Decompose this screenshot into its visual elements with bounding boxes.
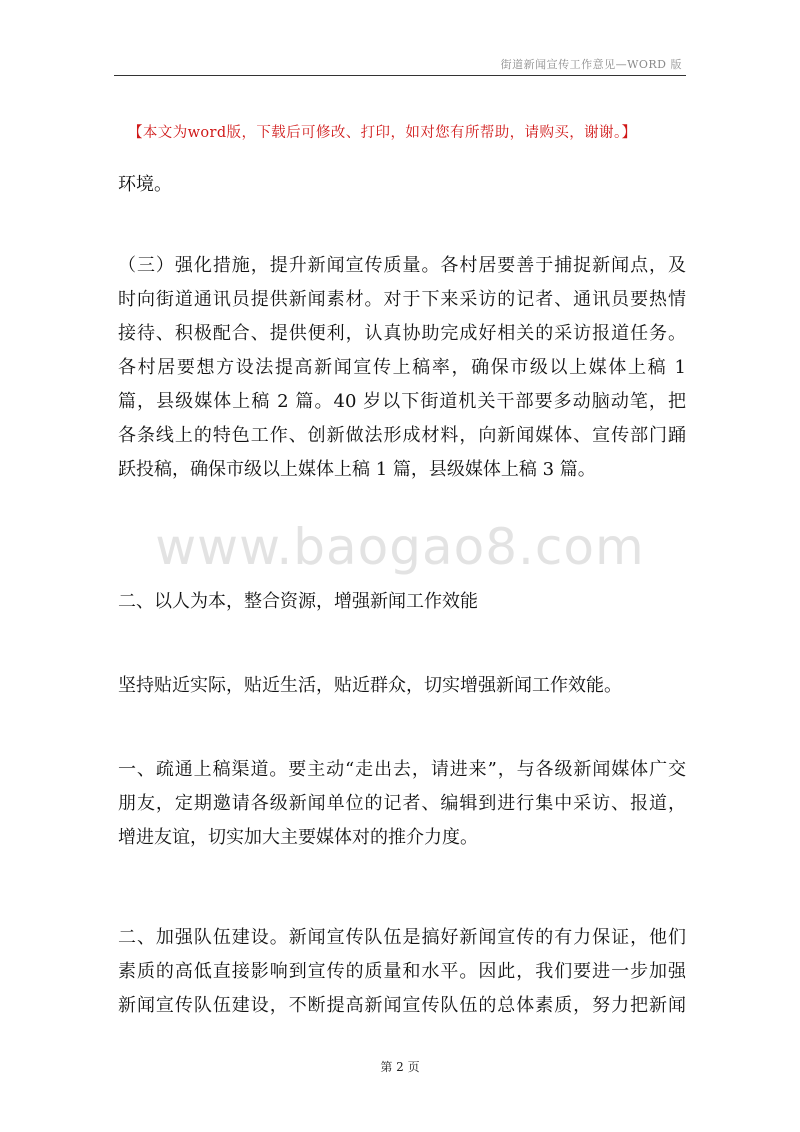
text-line: 篇，县级媒体上稿 2 篇。40 岁以下街道机关干部要多动脑动笔，把 — [118, 391, 686, 412]
text-line: 坚持贴近实际，贴近生活，贴近群众，切实增强新闻工作效能。 — [118, 675, 622, 696]
text-line: 二、加强队伍建设。新闻宣传队伍是搞好新闻宣传的有力保证，他们 — [118, 927, 686, 948]
text-line: 二、以人为本，整合资源，增强新闻工作效能 — [118, 591, 478, 612]
text-line: 跃投稿，确保市级以上媒体上稿 1 篇，县级媒体上稿 3 篇。 — [118, 459, 596, 480]
page-number: 第 2 页 — [380, 1060, 420, 1074]
paragraph-1 — [118, 168, 686, 202]
paragraph-5 — [118, 921, 686, 1023]
header-title: 街道新闻宣传工作意见—WORD 版 — [500, 58, 682, 71]
text-line: 素质的高低直接影响到宣传的质量和水平。因此，我们要进一步加强 — [118, 961, 686, 982]
paragraph-3 — [118, 669, 686, 703]
text-line: 增进友谊，切实加大主要媒体对的推介力度。 — [118, 827, 478, 848]
text-line: （三）强化措施，提升新闻宣传质量。各村居要善于捕捉新闻点，及 — [118, 255, 686, 276]
section-heading — [118, 585, 686, 619]
text-line: 各条线上的特色工作、创新做法形成材料，向新闻媒体、宣传部门踊 — [118, 425, 686, 446]
watermark: www.baogao8.com — [155, 518, 645, 576]
header-divider — [114, 75, 686, 76]
text-line: 时向街道通讯员提供新闻素材。对于下来采访的记者、通讯员要热情 — [118, 289, 686, 310]
text-line: 接待、积极配合、提供便利，认真协助完成好相关的采访报道任务。 — [118, 323, 686, 344]
text-line: 新闻宣传队伍建设，不断提高新闻宣传队伍的总体素质，努力把新闻 — [118, 995, 686, 1016]
text-line: 朋友，定期邀请各级新闻单位的记者、编辑到进行集中采访、报道， — [118, 793, 686, 814]
text-line: 环境。 — [118, 174, 172, 195]
purchase-notice: 【本文为word版，下载后可修改、打印，如对您有所帮助，请购买，谢谢。】 — [128, 125, 637, 141]
text-line: 各村居要想方设法提高新闻宣传上稿率，确保市级以上媒体上稿 1 — [118, 357, 686, 378]
paragraph-4 — [118, 753, 686, 855]
paragraph-2 — [118, 249, 686, 487]
text-line: 一、疏通上稿渠道。要主动“走出去，请进来”，与各级新闻媒体广交 — [118, 759, 686, 780]
